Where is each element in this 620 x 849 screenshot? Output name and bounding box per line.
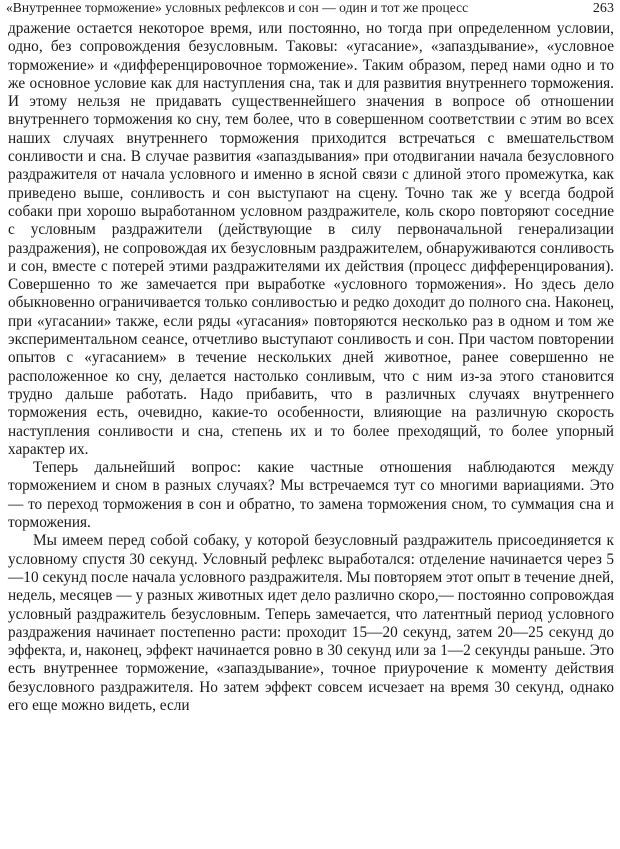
running-header bbox=[6, 0, 614, 20]
page-number: 263 bbox=[592, 1, 614, 16]
paragraph-1: дражение остается некоторое время, или постоянно, но тогда при определенном условии, одно, без сопровождения безусловным. Таковы: «угасание», «запаздывание», «условное торможение» и «дифференцировочное торможение». Таким образом, перед нами одно и то же основное условие как для наступления сна, так и для развития внутреннего торможения. И этому нельзя не придавать существеннейшего значения в вопросе об отношении внутреннего торможения ко сну, тем более, что в совершенном соответствии с этим во всех наших случаях внутреннего торможения приходится встречаться с вмешательством сонливости и сна. В случае развития «запаздывания» при отодвигании начала безусловного раздражителя от начала условного и именно в ясной связи с длиной этого промежутка, как приведено выше, сонливость и сон выступают на сцену. Точно так же у всегда бодрой собаки при хорошо выработанном условном раздражителе, коль скоро повторяют соседние с условным раздражители (действующие в силу первоначальной генерализации раздражения), не сопровождая их безусловным раздражителем, обнаруживаются сонливость и сон, вместе с потерей этими раздражителями их действия (процесс дифференцирования). Совершенно то же замечается при выработке «условного торможения». Но здесь дело обыкновенно ограничивается только сонливостью и редко доходит до полного сна. Наконец, при «угасании» также, если ряды «угасания» повторяются несколько раз в одном и том же экспериментальном сеансе, отчетливо выступают сонливость и сон. При частом повторении опытов с «угасанием» в течение нескольких дней животное, ранее совершенно не расположенное ко сну, делается настолько сонливым, что с ним из-за этого становится трудно дальше работать. Надо прибавить, что в различных случаях внутреннего торможения есть, очевидно, какие-то особенности, влияющие на различную скорость наступления сонливости и сна, степень их и то более преходящий, то более упорный характер их. bbox=[8, 20, 614, 458]
running-header-title: «Внутреннее торможение» условных рефлексов и сон — один и тот же процесс bbox=[6, 0, 469, 15]
body-text bbox=[8, 20, 614, 715]
paragraph-3: Мы имеем перед собой собаку, у которой безусловный раздражитель присоединяется к условному спустя 30 секунд. Условный рефлекс выработался: отделение начинается через 5—10 секунд после начала условного раздражителя. Мы повторяем этот опыт в течение дней, недель, месяцев — у разных животных идет дело различно скоро,— постоянно сопровождая условный раздражитель безусловным. Теперь замечается, что латентный период условного раздражения начинает постепенно расти: проходит 15—20 секунд, затем 20—25 секунд до эффекта, и, наконец, эффект начинается ровно в 30 секунд или за 1—2 секунды раньше. Это есть внутреннее торможение, «запаздывание», точное приурочение к моменту действия безусловного раздражителя. Но затем эффект совсем исчезает на время 30 секунд, однако его еще можно видеть, если bbox=[8, 532, 614, 714]
paragraph-2: Теперь дальнейший вопрос: какие частные отношения наблюдаются между торможением и сном в разных случаях? Мы встречаемся тут со многими вариациями. Это — то переход торможения в сон и обратно, то замена торможения сном, то суммация сна и торможения. bbox=[8, 459, 614, 532]
